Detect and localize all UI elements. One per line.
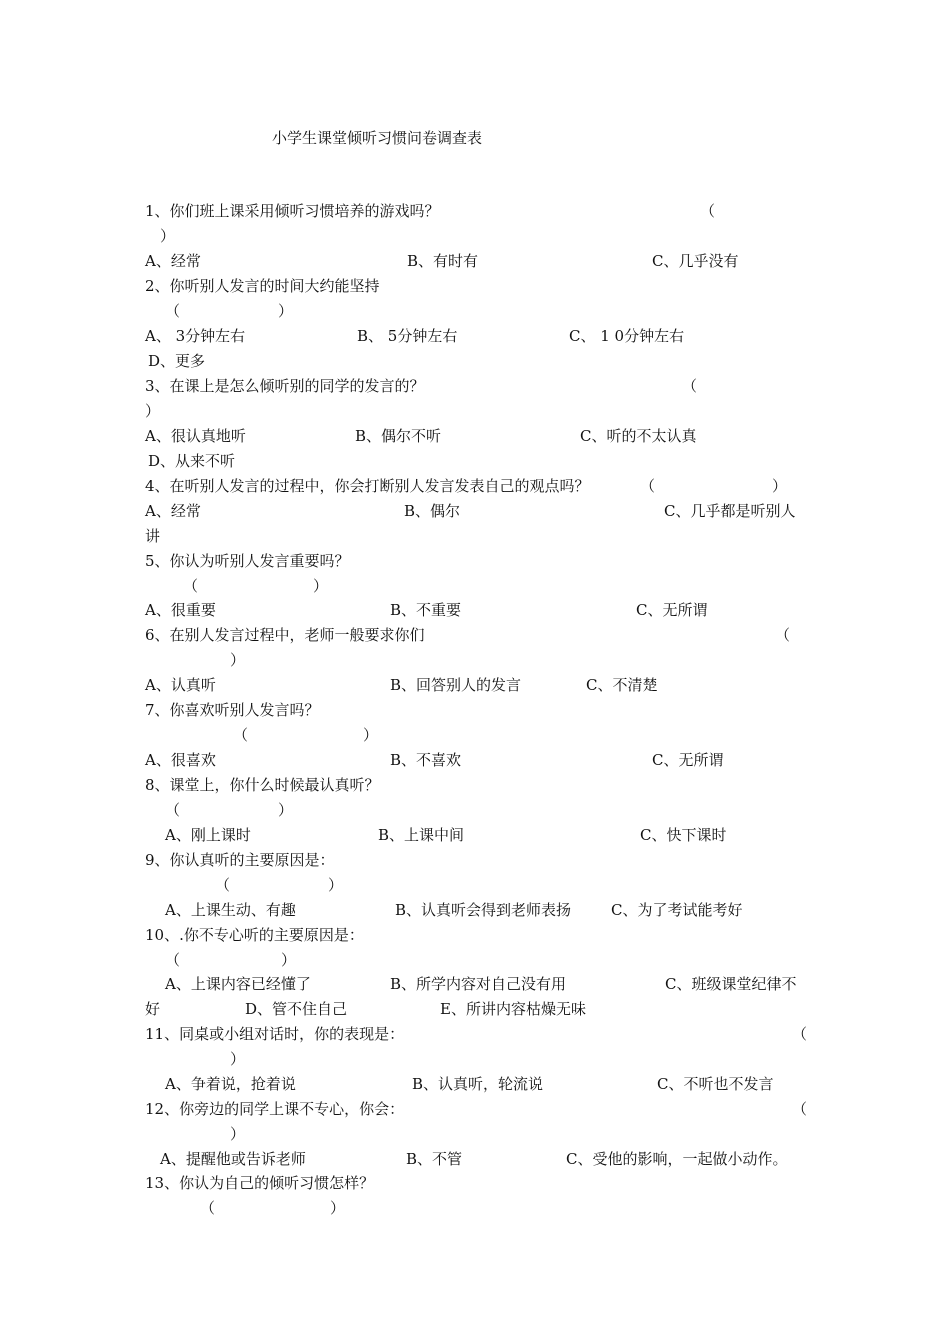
option-8a: A、刚上课时 bbox=[165, 826, 251, 844]
question-1: 1、你们班上课采用倾听习惯培养的游戏吗？ bbox=[145, 202, 440, 220]
answer-paren-close-13: ） bbox=[330, 1199, 346, 1217]
answer-paren-close-6: ） bbox=[230, 651, 246, 669]
question-12: 12、你旁边的同学上课不专心，你会： bbox=[145, 1100, 405, 1118]
answer-paren-close-12: ） bbox=[230, 1125, 246, 1143]
option-8c: C、快下课时 bbox=[640, 826, 727, 844]
option-10a: A、上课内容已经懂了 bbox=[165, 975, 311, 993]
question-5: 5、你认为听别人发言重要吗？ bbox=[145, 552, 350, 570]
option-9a: A、上课生动、有趣 bbox=[165, 901, 296, 919]
answer-paren-close-11: ） bbox=[230, 1050, 246, 1068]
option-9b: B、认真听会得到老师表扬 bbox=[395, 901, 572, 919]
answer-paren-open-12: （ bbox=[792, 1100, 808, 1118]
option-10b: B、所学内容对自己没有用 bbox=[390, 975, 567, 993]
answer-paren-open-8: （ bbox=[165, 801, 181, 819]
option-1c: C、几乎没有 bbox=[652, 252, 739, 270]
answer-paren-close-10: ） bbox=[281, 951, 297, 969]
question-8: 8、课堂上，你什么时候最认真听？ bbox=[145, 776, 380, 794]
option-2d: D、更多 bbox=[148, 352, 206, 370]
question-9: 9、你认真听的主要原因是： bbox=[145, 851, 335, 869]
answer-paren-close-3: ） bbox=[145, 402, 161, 420]
answer-paren-close-4: ） bbox=[772, 477, 788, 495]
option-3a: A、很认真地听 bbox=[145, 427, 246, 445]
question-6: 6、在别人发言过程中，老师一般要求你们 bbox=[145, 626, 425, 644]
answer-paren-open-1: （ bbox=[700, 202, 716, 220]
option-10e: E、所讲内容枯燥无味 bbox=[440, 1000, 586, 1018]
option-4c-continued: 讲 bbox=[145, 527, 161, 545]
answer-paren-close-8: ） bbox=[278, 801, 294, 819]
option-12c: C、受他的影响，一起做小动作。 bbox=[566, 1150, 788, 1168]
option-3d: D、从来不听 bbox=[148, 452, 236, 470]
option-4a: A、经常 bbox=[145, 502, 201, 520]
option-1b: B、有时有 bbox=[407, 252, 479, 270]
option-10d: D、管不住自己 bbox=[245, 1000, 348, 1018]
option-5c: C、无所谓 bbox=[636, 601, 708, 619]
option-2b: B、 5分钟左右 bbox=[357, 327, 458, 345]
option-11a: A、争着说，抢着说 bbox=[165, 1075, 296, 1093]
answer-paren-open-11: （ bbox=[792, 1025, 808, 1043]
answer-paren-open-4: （ bbox=[640, 477, 656, 495]
question-7: 7、你喜欢听别人发言吗？ bbox=[145, 701, 320, 719]
answer-paren-open-6: （ bbox=[775, 626, 791, 644]
answer-paren-open-2: （ bbox=[165, 302, 181, 320]
question-10: 10、.你不专心听的主要原因是： bbox=[145, 926, 364, 944]
answer-paren-open-13: （ bbox=[200, 1199, 216, 1217]
answer-paren-close-2: ） bbox=[278, 302, 294, 320]
option-7c: C、无所谓 bbox=[652, 751, 724, 769]
answer-paren-close-7: ） bbox=[363, 726, 379, 744]
option-6a: A、认真听 bbox=[145, 676, 216, 694]
option-6c: C、不清楚 bbox=[586, 676, 658, 694]
option-9c: C、为了考试能考好 bbox=[611, 901, 743, 919]
question-2: 2、你听别人发言的时间大约能坚持 bbox=[145, 277, 380, 295]
option-6b: B、回答别人的发言 bbox=[390, 676, 522, 694]
option-4b: B、偶尔 bbox=[404, 502, 461, 520]
answer-paren-open-5: （ bbox=[183, 577, 199, 595]
answer-paren-close-5: ） bbox=[313, 577, 329, 595]
option-3b: B、偶尔不听 bbox=[355, 427, 442, 445]
option-12a: A、提醒他或告诉老师 bbox=[160, 1150, 306, 1168]
option-7b: B、不喜欢 bbox=[390, 751, 462, 769]
answer-paren-close-9: ） bbox=[328, 876, 344, 894]
option-7a: A、很喜欢 bbox=[145, 751, 216, 769]
option-11c: C、不听也不发言 bbox=[657, 1075, 774, 1093]
option-5b: B、不重要 bbox=[390, 601, 462, 619]
question-11: 11、同桌或小组对话时，你的表现是： bbox=[145, 1025, 405, 1043]
question-3: 3、在课上是怎么倾听别的同学的发言的？ bbox=[145, 377, 425, 395]
answer-paren-open-3: （ bbox=[682, 377, 698, 395]
question-4: 4、在听别人发言的过程中，你会打断别人发言发表自己的观点吗？ bbox=[145, 477, 590, 495]
question-13: 13、你认为自己的倾听习惯怎样？ bbox=[145, 1174, 375, 1192]
option-1a: A、经常 bbox=[145, 252, 201, 270]
answer-paren-open-9: （ bbox=[215, 876, 231, 894]
page-title: 小学生课堂倾听习惯问卷调查表 bbox=[272, 129, 483, 147]
option-2c: C、 1 0分钟左右 bbox=[569, 327, 685, 345]
option-11b: B、认真听，轮流说 bbox=[412, 1075, 544, 1093]
option-12b: B、不管 bbox=[406, 1150, 463, 1168]
option-10c: C、班级课堂纪律不 bbox=[665, 975, 797, 993]
option-10c-continued: 好 bbox=[145, 1000, 161, 1018]
option-8b: B、上课中间 bbox=[378, 826, 465, 844]
option-4c: C、几乎都是听别人 bbox=[664, 502, 796, 520]
answer-paren-open-7: （ bbox=[233, 726, 249, 744]
option-5a: A、很重要 bbox=[145, 601, 216, 619]
answer-paren-open-10: （ bbox=[165, 951, 181, 969]
option-2a: A、 3分钟左右 bbox=[145, 327, 246, 345]
answer-paren-close-1: ） bbox=[160, 227, 176, 245]
option-3c: C、听的不太认真 bbox=[580, 427, 697, 445]
